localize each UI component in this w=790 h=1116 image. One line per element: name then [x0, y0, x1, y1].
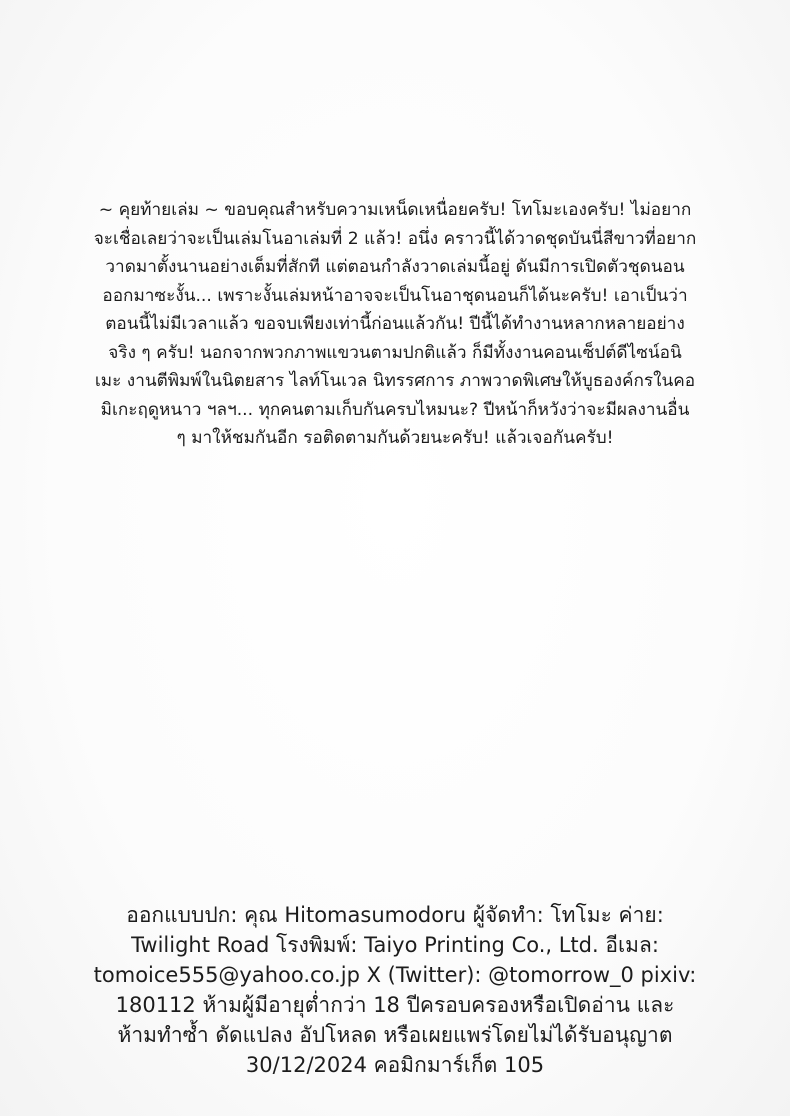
afterword-line: ตอนนี้ไม่มีเวลาแล้ว ขอจบเพียงเท่านี้ก่อนแล้วกัน! ปีนี้ได้ทำงานหลากหลายอย่าง	[105, 314, 685, 334]
afterword-line: ออกมาซะงั้น... เพราะงั้นเล่มหน้าอาจจะเป็นโนอาชุดนอนก็ได้นะครับ! เอาเป็นว่า	[102, 285, 688, 306]
afterword-line: จริง ๆ ครับ! นอกจากพวกภาพแขวนตามปกติแล้ว ก็มีทั้งงานคอนเซ็ปต์ดีไซน์อนิ	[108, 342, 682, 363]
afterword-line: ๆ มาให้ชมกันอีก รอติดตามกันด้วยนะครับ! แล้วเจอกันครับ!	[176, 428, 614, 448]
afterword-line: มิเกะฤดูหนาว ฯลฯ... ทุกคนตามเก็บกันครบไหมนะ? ปีหน้าก็หวังว่าจะมีผลงานอื่น	[100, 399, 690, 420]
colophon-line: tomoice555@yahoo.co.jp X (Twitter): @tomorrow_0 pixiv:	[93, 963, 697, 987]
afterword-text	[30, 196, 760, 453]
afterword-line: วาดมาตั้งนานอย่างเต็มที่สักที แต่ตอนกำลังวาดเล่มนี้อยู่ ดันมีการเปิดตัวชุดนอน	[105, 257, 685, 277]
afterword-line: จะเชื่อเลยว่าจะเป็นเล่มโนอาเล่มที่ 2 แล้ว! อนึ่ง คราวนี้ได้วาดชุดบันนี่สีขาวที่อยาก	[93, 228, 697, 249]
afterword-line: ~ คุยท้ายเล่ม ~ ขอบคุณสำหรับความเหน็ดเหนื่อยครับ! โทโมะเองครับ! ไม่อยาก	[98, 200, 692, 220]
colophon-line: Twilight Road โรงพิมพ์: Taiyo Printing Co., Ltd. อีเมล:	[131, 933, 659, 957]
colophon-line: 30/12/2024 คอมิกมาร์เก็ต 105	[245, 1053, 545, 1077]
colophon-line: ออกแบบปก: คุณ Hitomasumodoru ผู้จัดทำ: โทโมะ ค่าย:	[126, 903, 664, 927]
colophon-line: ห้ามทำซ้ำ ดัดแปลง อัปโหลด หรือเผยแพร่โดยไม่ได้รับอนุญาต	[117, 1023, 673, 1047]
afterword-line: เมะ งานตีพิมพ์ในนิตยสาร ไลท์โนเวล นิทรรศการ ภาพวาดพิเศษให้บูธองค์กรในคอ	[94, 371, 696, 391]
colophon	[20, 900, 770, 1080]
colophon-line: 180112 ห้ามผู้มีอายุต่ำกว่า 18 ปีครอบครองหรือเปิดอ่าน และ	[115, 993, 675, 1017]
